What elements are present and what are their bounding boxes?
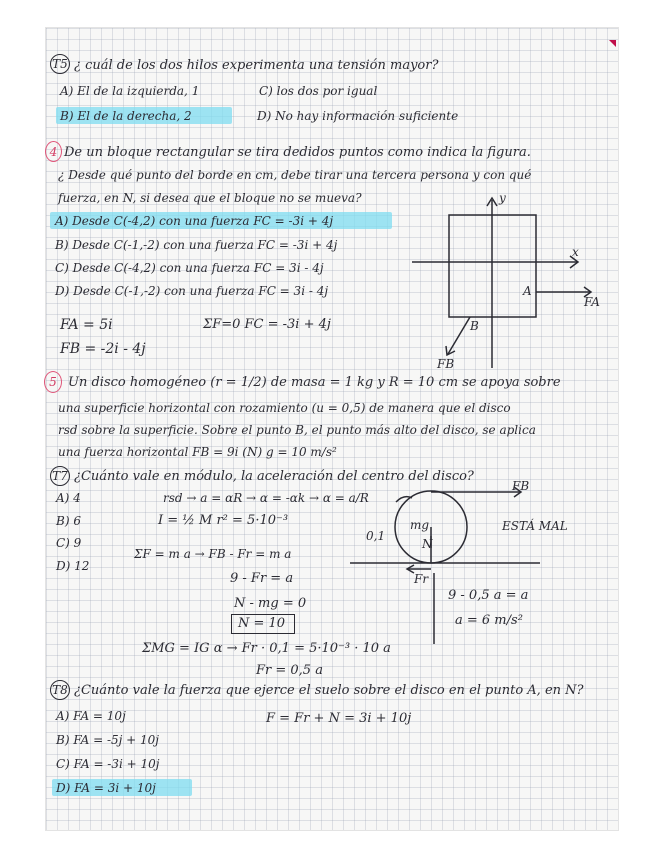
q7-work-9-fr: 9 - Fr = a [230,571,294,586]
q5-question: ¿ cuál de los dos hilos experimenta una tensión mayor? [74,58,439,73]
disc-label-n: N [422,537,433,551]
figure-label-fa: FA [584,295,600,309]
q4-option-c: C) Desde C(-4,2) con una fuerza FC = 3i - 4j [55,261,324,275]
q8-work: F = Fr + N = 3i + 10j [266,711,412,726]
q4-option-a: A) Desde C(-4,2) con una fuerza FC = -3i + 4j [55,214,334,228]
figure-label-a: A [523,284,532,298]
page-corner-mark [609,40,616,47]
q5-option-a: A) El de la izquierda, 1 [60,84,200,98]
disc-label-mg: mg [410,518,430,532]
q5b-line4: una fuerza horizontal FB = 9i (N) g = 10 m/s² [58,445,337,459]
figure-label-x: x [572,245,579,259]
q7-note-wrong: ESTÁ MAL [502,519,568,533]
question-number-t5: T5 [50,54,70,74]
q4-line1: De un bloque rectangular se tira dedidos puntos como indica la figura. [64,145,531,160]
q8-option-b: B) FA = -5j + 10j [56,733,160,747]
q7-work-rsd: rsd → a = αR → α = -αk → α = a/R [163,491,369,505]
q4-option-b: B) Desde C(-1,-2) con una fuerza FC = -3i + 4j [55,238,338,252]
q7-work-n-value: N = 10 [238,616,286,631]
q8-option-a: A) FA = 10j [56,709,126,723]
q4-line3: fuerza, en N, si desea que el bloque no se mueva? [58,191,362,205]
q8-question: ¿Cuánto vale la fuerza que ejerce el suelo sobre el disco en el punto A, en N? [74,683,584,698]
q7-option-b: B) 6 [56,514,81,528]
q7-question: ¿Cuánto vale en módulo, la aceleración del centro del disco? [74,469,474,484]
q4-sum: ΣF=0 FC = -3i + 4j [203,317,331,332]
question-number-t8: T8 [50,680,70,700]
q4-fb: FB = -2i - 4j [60,341,146,357]
q7-option-d: D) 12 [56,559,90,573]
disc-label-fr: Fr [414,572,429,586]
disc-label-fb: FB [512,479,530,493]
figure-label-b: B [470,319,479,333]
q7-option-a: A) 4 [56,491,81,505]
q4-line2: ¿ Desde qué punto del borde en cm, debe tirar una tercera persona y con qué [58,168,532,182]
q7-result-eq: 9 - 0,5 a = a [448,588,529,603]
q4-fa: FA = 5i [60,317,113,333]
q5b-line3: rsd sobre la superficie. Sobre el punto B, el punto más alto del disco, se aplica [58,423,536,437]
q5-option-d: D) No hay información suficiente [257,109,459,123]
q4-option-d: D) Desde C(-1,-2) con una fuerza FC = 3i - 4j [55,284,329,298]
q5b-line2: una superficie horizontal con rozamiento (u = 0,5) de manera que el disco [58,401,511,415]
q7-work-fr: Fr = 0,5 a [256,663,323,678]
q7-work-radius: 0,1 [366,529,386,543]
q8-option-d: D) FA = 3i + 10j [56,781,156,795]
q5-option-b: B) El de la derecha, 2 [60,109,192,123]
question-number-t7: T7 [50,466,70,486]
q7-result-a: a = 6 m/s² [455,613,523,628]
q7-option-c: C) 9 [56,536,82,550]
figure-label-fb: FB [437,357,455,371]
q5-option-c: C) los dos por igual [259,84,378,98]
q7-work-moments: ΣMG = IG α → Fr · 0,1 = 5·10⁻³ · 10 a [142,641,391,656]
question-number-5: 5 [44,371,62,393]
q7-work-newton: ΣF = m a → FB - Fr = m a [134,547,292,561]
q8-option-c: C) FA = -3i + 10j [56,757,160,771]
q7-work-inertia: I = ½ M r² = 5·10⁻³ [158,513,289,528]
figure-label-y: y [499,191,506,205]
question-number-4: 4 [45,141,62,162]
q7-work-normal: N - mg = 0 [234,596,307,611]
q5b-line1: Un disco homogéneo (r = 1/2) de masa = 1 kg y R = 10 cm se apoya sobre [68,375,561,390]
